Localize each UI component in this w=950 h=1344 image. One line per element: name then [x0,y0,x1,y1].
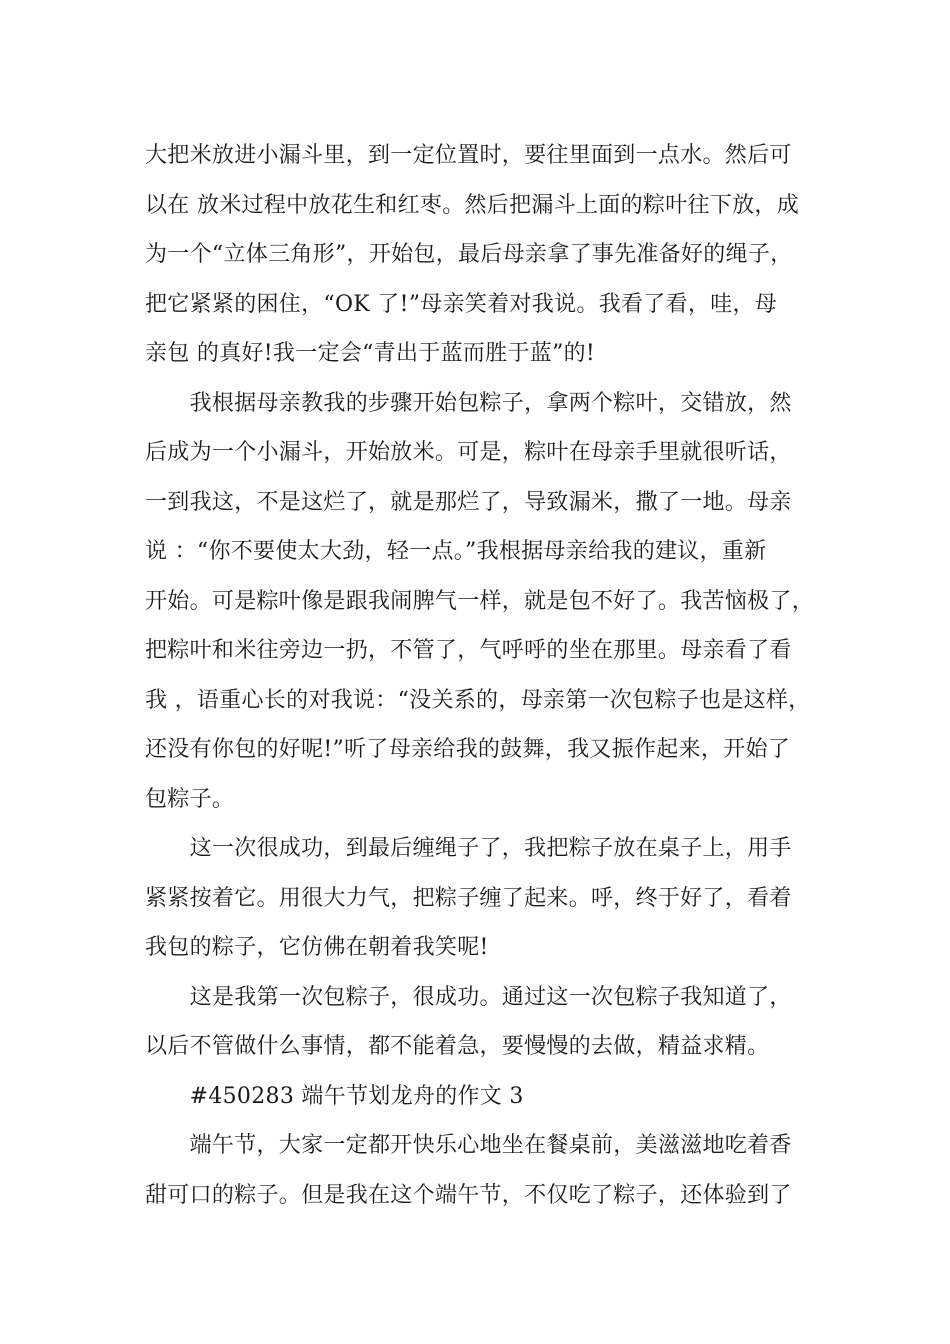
text-line: 我包的粽子，它仿佛在朝着我笑呢! [145,935,489,960]
text-line: 端午节，大家一定都开快乐心地坐在餐桌前，美滋滋地吃着香 [145,1133,792,1158]
text-line: 以后不管做什么事情，都不能着急，要慢慢的去做，精益求精。 [145,1034,770,1059]
text-line: 为一个“立体三角形”，开始包，最后母亲拿了事先准备好的绳子， [145,242,793,267]
body-text [145,131,835,1220]
section-heading: #450283 端午节划龙舟的作文 3 [145,1083,524,1109]
text-line: 大把米放进小漏斗里，到一定位置时，要往里面到一点水。然后可 [145,143,792,168]
text-line: 说 ：“你不要使太大劲，轻一点。”我根据母亲给我的建议，重新 [145,539,767,564]
text-line: 甜可口的粽子。但是我在这个端午节，不仅吃了粽子，还体验到了 [145,1182,792,1208]
text-line: 开始。可是粽叶像是跟我闹脾气一样，就是包不好了。我苦恼极了， [145,588,815,614]
text-line: 这是我第一次包粽子，很成功。通过这一次包粽子我知道了， [145,984,792,1010]
text-line: 一到我这，不是这烂了，就是那烂了，导致漏米，撒了一地。母亲 [145,489,792,515]
text-line: 我根据母亲教我的步骤开始包粽子，拿两个粽叶，交错放，然 [145,390,792,416]
text-line: 把粽叶和米往旁边一扔，不管了，气呼呼的坐在那里。母亲看了看 [145,638,792,663]
text-line: 紧紧按着它。用很大力气，把粽子缠了起来。呼，终于好了，看着 [145,885,792,911]
text-line: 以在 放米过程中放花生和红枣。然后把漏斗上面的粽叶往下放，成 [145,192,799,218]
text-line: 包粽子。 [145,786,235,812]
text-line: 我 ，语重心长的对我说：“没关系的，母亲第一次包粽子也是这样， [145,687,811,713]
text-line: 把它紧紧的困住，“OK 了!”母亲笑着对我说。我看了看，哇，母 [145,291,778,317]
text-line: 亲包 的真好!我一定会“青出于蓝而胜于蓝”的! [145,341,596,366]
text-line: 这一次很成功，到最后缠绳子了，我把粽子放在桌子上，用手 [145,836,792,861]
text-line: 后成为一个小漏斗，开始放米。可是，粽叶在母亲手里就很听话， [145,440,792,465]
text-line: 还没有你包的好呢!”听了母亲给我的鼓舞，我又振作起来，开始了 [145,737,791,762]
